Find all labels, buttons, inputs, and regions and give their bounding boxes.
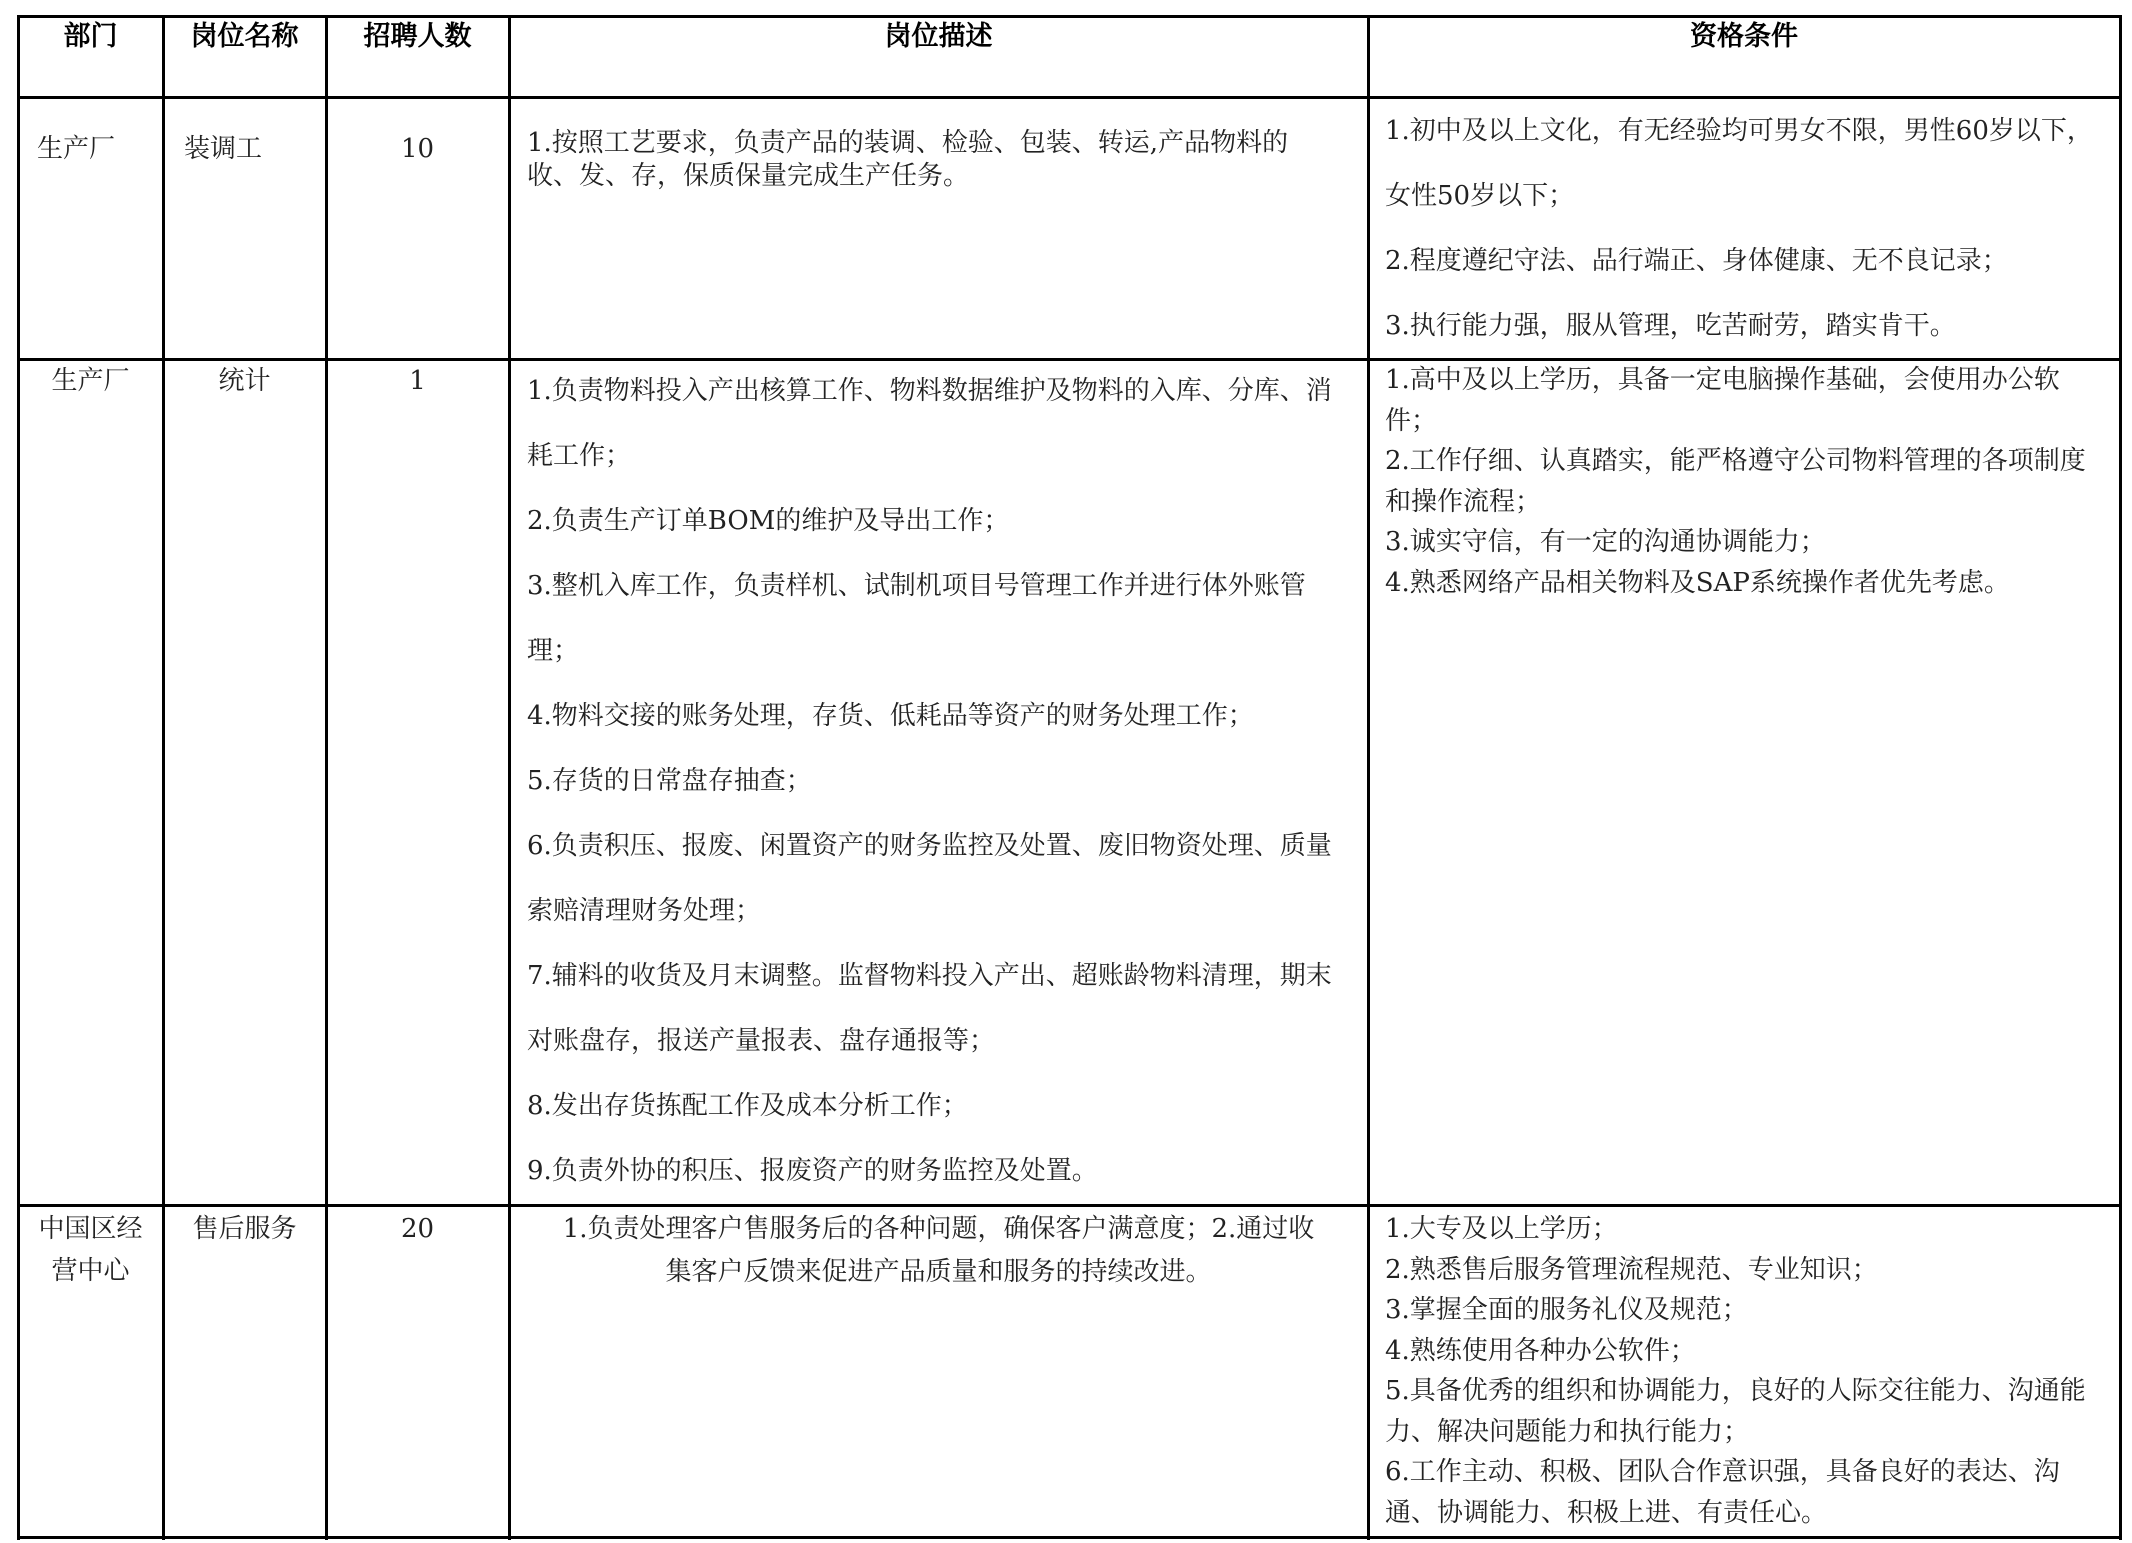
header-qualifications: 资格条件 bbox=[1690, 21, 1798, 52]
row1-position bbox=[184, 97, 262, 166]
row2-position bbox=[163, 359, 326, 398]
row2-count: 1 bbox=[409, 366, 426, 396]
table-border-left bbox=[17, 15, 20, 1540]
cell-text-line: 3.掌握全面的服务礼仪及规范； bbox=[1385, 1295, 1748, 1325]
cell-text-line: 5.存货的日常盘存抽查； bbox=[527, 766, 812, 796]
row3-count: 20 bbox=[400, 1214, 435, 1244]
cell-text-line: 2.程度遵纪守法、品行端正、身体健康、无不良记录； bbox=[1385, 246, 2008, 276]
cell-text-line: 统计 bbox=[218, 366, 271, 396]
cell-text-line: 9.负责外协的积压、报废资产的财务监控及处置。 bbox=[527, 1156, 1098, 1186]
cell-text-line: 通、协调能力、积极上进、有责任心。 bbox=[1385, 1497, 1828, 1528]
row1-qualifications bbox=[1385, 97, 2093, 359]
cell-text-line: 6.工作主动、积极、团队合作意识强，具备良好的表达、沟 bbox=[1385, 1457, 2060, 1487]
column-divider bbox=[1367, 15, 1370, 1540]
cell-text-line: 中国区经 bbox=[38, 1214, 143, 1244]
cell-text-line: 2.工作仔细、认真踏实，能严格遵守公司物料管理的各项制度 bbox=[1385, 446, 2086, 476]
cell-text-line: 5.具备优秀的组织和协调能力，良好的人际交往能力、沟通能 bbox=[1385, 1376, 2086, 1406]
cell-text-line: 3.执行能力强，服从管理，吃苦耐劳，踏实肯干。 bbox=[1385, 311, 1956, 341]
column-divider bbox=[508, 15, 511, 1540]
row2-description bbox=[527, 359, 1332, 1204]
cell-text-line: 1.按照工艺要求，负责产品的装调、检验、包装、转运,产品物料的 bbox=[527, 128, 1289, 158]
cell-text-line: 生产厂 bbox=[37, 134, 116, 164]
cell-text-line: 生产厂 bbox=[51, 366, 130, 396]
table-border-right bbox=[2119, 15, 2122, 1540]
cell-text-line: 3.整机入库工作，负责样机、试制机项目号管理工作并进行体外账管 bbox=[527, 571, 1306, 601]
cell-text-line: 收、发、存，保质保量完成生产任务。 bbox=[527, 161, 970, 191]
cell-text-line: 售后服务 bbox=[192, 1214, 297, 1244]
row1-count: 10 bbox=[400, 134, 435, 164]
cell-text-line: 1.负责物料投入产出核算工作、物料数据维护及物料的入库、分库、消 bbox=[527, 376, 1332, 406]
cell-text-line: 集客户反馈来促进产品质量和服务的持续改进。 bbox=[665, 1257, 1212, 1287]
row2-department bbox=[18, 359, 163, 398]
cell-text-line: 2.负责生产订单BOM的维护及导出工作； bbox=[527, 506, 1010, 536]
cell-text-line: 2.熟悉售后服务管理流程规范、专业知识； bbox=[1385, 1254, 1878, 1285]
header-description: 岗位描述 bbox=[884, 21, 993, 52]
cell-text-line: 4.熟悉网络产品相关物料及SAP系统操作者优先考虑。 bbox=[1385, 567, 2010, 598]
header-department: 部门 bbox=[63, 21, 118, 52]
column-divider bbox=[325, 15, 328, 1540]
cell-text-line: 力、解决问题能力和执行能力； bbox=[1385, 1416, 1750, 1447]
row3-position bbox=[163, 1205, 326, 1250]
cell-text-line: 对账盘存，报送产量报表、盘存通报等； bbox=[527, 1026, 996, 1056]
cell-text-line: 1.高中及以上学历，具备一定电脑操作基础，会使用办公软 bbox=[1385, 365, 2060, 395]
header-position: 岗位名称 bbox=[190, 21, 299, 52]
cell-text-line: 7.辅料的收货及月末调整。监督物料投入产出、超账龄物料清理，期末 bbox=[527, 961, 1332, 991]
row2-qualifications bbox=[1385, 359, 2086, 603]
row1-description bbox=[527, 97, 1288, 193]
cell-text-line: 理； bbox=[527, 636, 580, 666]
cell-text-line: 营中心 bbox=[51, 1256, 130, 1286]
header-count: 招聘人数 bbox=[363, 21, 472, 52]
table-border-bottom bbox=[18, 1536, 2122, 1539]
cell-text-line: 8.发出存货拣配工作及成本分析工作； bbox=[527, 1091, 968, 1121]
cell-text-line: 3.诚实守信，有一定的沟通协调能力； bbox=[1385, 527, 1826, 557]
cell-text-line: 耗工作； bbox=[527, 441, 632, 471]
cell-text-line: 6.负责积压、报废、闲置资产的财务监控及处置、废旧物资处理、质量 bbox=[527, 831, 1332, 861]
cell-text-line: 1.大专及以上学历； bbox=[1385, 1214, 1618, 1244]
cell-text-line: 1.初中及以上文化，有无经验均可男女不限，男性60岁以下， bbox=[1385, 116, 2093, 146]
cell-text-line: 1.负责处理客户售服务后的各种问题，确保客户满意度；2.通过收 bbox=[562, 1214, 1315, 1244]
column-divider bbox=[162, 15, 165, 1540]
row3-department bbox=[18, 1205, 163, 1292]
cell-text-line: 女性50岁以下； bbox=[1385, 181, 1575, 211]
row3-description bbox=[509, 1205, 1368, 1294]
cell-text-line: 索赔清理财务处理； bbox=[527, 896, 762, 926]
cell-text-line: 和操作流程； bbox=[1385, 486, 1542, 517]
cell-text-line: 4.物料交接的账务处理，存货、低耗品等资产的财务处理工作； bbox=[527, 701, 1254, 731]
cell-text-line: 4.熟练使用各种办公软件； bbox=[1385, 1335, 1696, 1366]
row1-department bbox=[37, 97, 115, 166]
cell-text-line: 件； bbox=[1385, 405, 1438, 436]
row3-qualifications bbox=[1385, 1205, 2086, 1533]
cell-text-line: 装调工 bbox=[184, 134, 263, 164]
